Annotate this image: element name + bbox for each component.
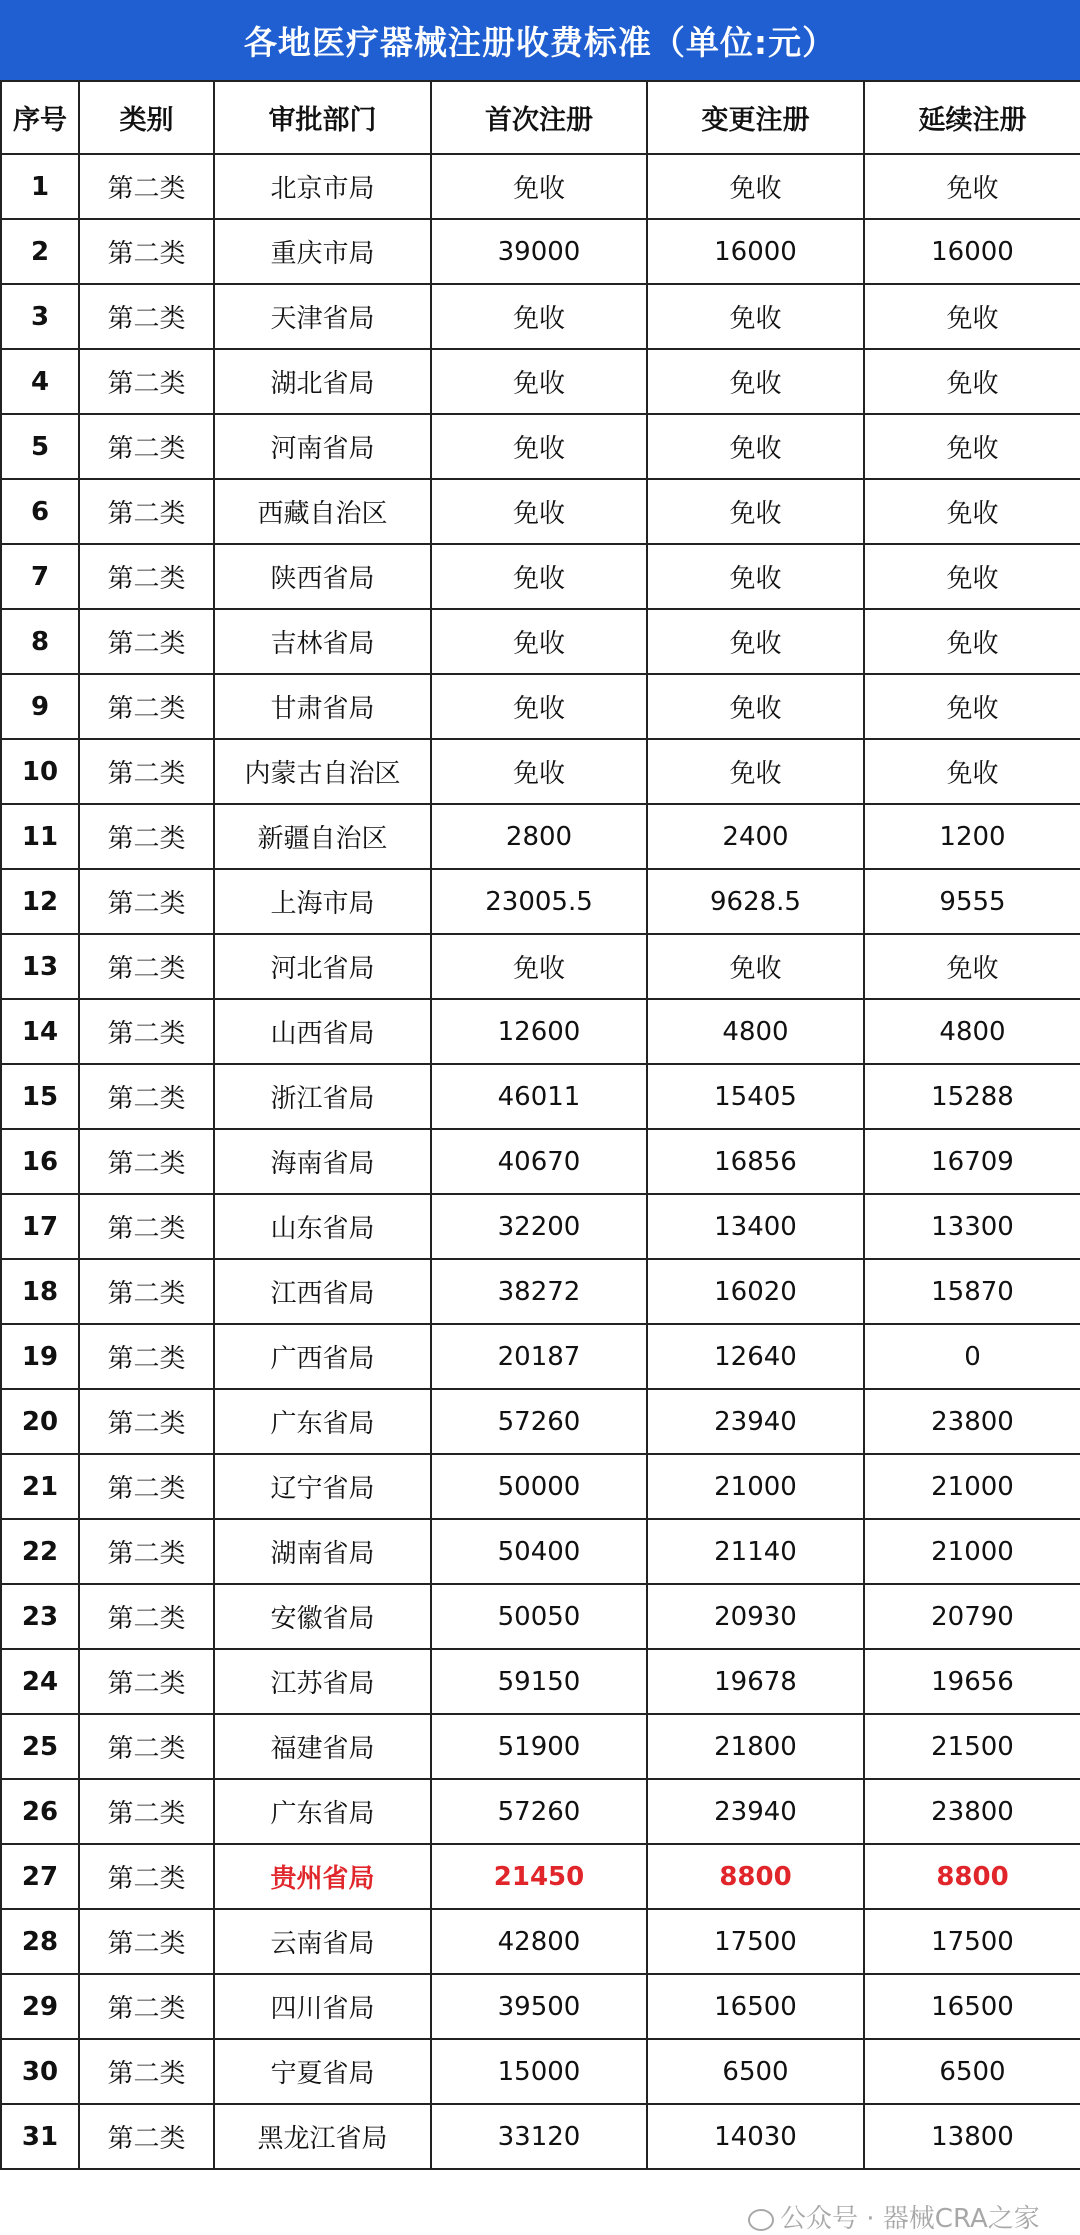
cell-seq: 4 xyxy=(1,349,79,414)
cell-renew-fee: 21000 xyxy=(864,1519,1080,1584)
cell-seq: 3 xyxy=(1,284,79,349)
cell-dept: 四川省局 xyxy=(214,1974,431,2039)
table-header-row xyxy=(1,81,1080,154)
cell-renew-fee: 16709 xyxy=(864,1129,1080,1194)
cell-seq: 22 xyxy=(1,1519,79,1584)
cell-change-fee: 免收 xyxy=(647,479,864,544)
cell-first-fee: 20187 xyxy=(431,1324,647,1389)
cell-first-fee: 42800 xyxy=(431,1909,647,1974)
cell-first-fee: 46011 xyxy=(431,1064,647,1129)
cell-first-fee: 38272 xyxy=(431,1259,647,1324)
cell-first-fee: 39000 xyxy=(431,219,647,284)
cell-change-fee: 21800 xyxy=(647,1714,864,1779)
cell-category: 第二类 xyxy=(79,739,214,804)
cell-first-fee: 免收 xyxy=(431,154,647,219)
cell-renew-fee: 21000 xyxy=(864,1454,1080,1519)
table-row xyxy=(1,1519,1080,1584)
cell-seq: 7 xyxy=(1,544,79,609)
cell-first-fee: 50000 xyxy=(431,1454,647,1519)
table-row xyxy=(1,609,1080,674)
table-row xyxy=(1,1584,1080,1649)
header-seq: 序号 xyxy=(1,81,79,154)
cell-change-fee: 23940 xyxy=(647,1389,864,1454)
cell-first-fee: 免收 xyxy=(431,479,647,544)
cell-renew-fee: 23800 xyxy=(864,1779,1080,1844)
cell-renew-fee: 20790 xyxy=(864,1584,1080,1649)
cell-change-fee: 23940 xyxy=(647,1779,864,1844)
cell-category: 第二类 xyxy=(79,284,214,349)
cell-renew-fee: 免收 xyxy=(864,414,1080,479)
cell-seq: 21 xyxy=(1,1454,79,1519)
cell-seq: 19 xyxy=(1,1324,79,1389)
cell-first-fee: 57260 xyxy=(431,1779,647,1844)
cell-renew-fee: 13800 xyxy=(864,2104,1080,2169)
cell-dept: 河南省局 xyxy=(214,414,431,479)
cell-renew-fee: 免收 xyxy=(864,349,1080,414)
table-row xyxy=(1,1844,1080,1909)
cell-category: 第二类 xyxy=(79,869,214,934)
cell-renew-fee: 免收 xyxy=(864,154,1080,219)
cell-category: 第二类 xyxy=(79,1194,214,1259)
cell-category: 第二类 xyxy=(79,1519,214,1584)
cell-category: 第二类 xyxy=(79,934,214,999)
cell-seq: 15 xyxy=(1,1064,79,1129)
table-row xyxy=(1,1779,1080,1844)
cell-first-fee: 50400 xyxy=(431,1519,647,1584)
cell-dept: 天津省局 xyxy=(214,284,431,349)
table-row xyxy=(1,999,1080,1064)
cell-change-fee: 16000 xyxy=(647,219,864,284)
cell-dept: 云南省局 xyxy=(214,1909,431,1974)
cell-dept: 山西省局 xyxy=(214,999,431,1064)
cell-category: 第二类 xyxy=(79,1909,214,1974)
cell-first-fee: 免收 xyxy=(431,349,647,414)
cell-dept: 湖南省局 xyxy=(214,1519,431,1584)
table-row xyxy=(1,934,1080,999)
table-row xyxy=(1,1259,1080,1324)
cell-change-fee: 免收 xyxy=(647,739,864,804)
cell-first-fee: 39500 xyxy=(431,1974,647,2039)
cell-dept: 广东省局 xyxy=(214,1779,431,1844)
cell-category: 第二类 xyxy=(79,999,214,1064)
cell-change-fee: 15405 xyxy=(647,1064,864,1129)
cell-renew-fee: 免收 xyxy=(864,544,1080,609)
cell-category: 第二类 xyxy=(79,674,214,739)
cell-change-fee: 2400 xyxy=(647,804,864,869)
cell-seq: 24 xyxy=(1,1649,79,1714)
cell-renew-fee: 19656 xyxy=(864,1649,1080,1714)
cell-seq: 5 xyxy=(1,414,79,479)
cell-seq: 31 xyxy=(1,2104,79,2169)
cell-dept: 江苏省局 xyxy=(214,1649,431,1714)
cell-change-fee: 免收 xyxy=(647,414,864,479)
cell-change-fee: 17500 xyxy=(647,1909,864,1974)
cell-dept: 河北省局 xyxy=(214,934,431,999)
table-row xyxy=(1,739,1080,804)
cell-category: 第二类 xyxy=(79,2104,214,2169)
cell-renew-fee: 4800 xyxy=(864,999,1080,1064)
cell-change-fee: 21000 xyxy=(647,1454,864,1519)
cell-renew-fee: 0 xyxy=(864,1324,1080,1389)
table-row xyxy=(1,1909,1080,1974)
cell-dept: 湖北省局 xyxy=(214,349,431,414)
cell-dept: 上海市局 xyxy=(214,869,431,934)
cell-renew-fee: 15288 xyxy=(864,1064,1080,1129)
table-row xyxy=(1,1194,1080,1259)
cell-seq: 29 xyxy=(1,1974,79,2039)
cell-change-fee: 免收 xyxy=(647,934,864,999)
cell-category: 第二类 xyxy=(79,1714,214,1779)
cell-seq: 13 xyxy=(1,934,79,999)
cell-renew-fee: 免收 xyxy=(864,934,1080,999)
cell-change-fee: 20930 xyxy=(647,1584,864,1649)
cell-change-fee: 14030 xyxy=(647,2104,864,2169)
cell-dept: 西藏自治区 xyxy=(214,479,431,544)
cell-seq: 16 xyxy=(1,1129,79,1194)
table-row xyxy=(1,1064,1080,1129)
cell-renew-fee: 8800 xyxy=(864,1844,1080,1909)
cell-renew-fee: 6500 xyxy=(864,2039,1080,2104)
cell-dept: 陕西省局 xyxy=(214,544,431,609)
header-change-registration: 变更注册 xyxy=(647,81,864,154)
cell-renew-fee: 免收 xyxy=(864,739,1080,804)
cell-category: 第二类 xyxy=(79,479,214,544)
cell-change-fee: 19678 xyxy=(647,1649,864,1714)
cell-change-fee: 免收 xyxy=(647,284,864,349)
cell-seq: 14 xyxy=(1,999,79,1064)
cell-category: 第二类 xyxy=(79,804,214,869)
fee-table xyxy=(0,80,1080,2170)
watermark xyxy=(748,2198,1040,2235)
table-row xyxy=(1,804,1080,869)
cell-dept: 甘肃省局 xyxy=(214,674,431,739)
cell-change-fee: 12640 xyxy=(647,1324,864,1389)
cell-dept: 重庆市局 xyxy=(214,219,431,284)
cell-first-fee: 33120 xyxy=(431,2104,647,2169)
cell-dept: 海南省局 xyxy=(214,1129,431,1194)
cell-change-fee: 8800 xyxy=(647,1844,864,1909)
cell-seq: 11 xyxy=(1,804,79,869)
cell-category: 第二类 xyxy=(79,414,214,479)
cell-seq: 1 xyxy=(1,154,79,219)
cell-first-fee: 免收 xyxy=(431,544,647,609)
cell-renew-fee: 15870 xyxy=(864,1259,1080,1324)
cell-seq: 6 xyxy=(1,479,79,544)
table-row xyxy=(1,219,1080,284)
cell-first-fee: 57260 xyxy=(431,1389,647,1454)
cell-renew-fee: 13300 xyxy=(864,1194,1080,1259)
cell-category: 第二类 xyxy=(79,349,214,414)
cell-renew-fee: 免收 xyxy=(864,609,1080,674)
table-row xyxy=(1,349,1080,414)
cell-change-fee: 免收 xyxy=(647,154,864,219)
cell-category: 第二类 xyxy=(79,1844,214,1909)
cell-category: 第二类 xyxy=(79,1064,214,1129)
table-row xyxy=(1,1324,1080,1389)
cell-first-fee: 12600 xyxy=(431,999,647,1064)
table-row xyxy=(1,1454,1080,1519)
cell-dept: 江西省局 xyxy=(214,1259,431,1324)
table-row xyxy=(1,154,1080,219)
header-first-registration: 首次注册 xyxy=(431,81,647,154)
cell-seq: 8 xyxy=(1,609,79,674)
cell-first-fee: 50050 xyxy=(431,1584,647,1649)
cell-seq: 18 xyxy=(1,1259,79,1324)
cell-dept: 山东省局 xyxy=(214,1194,431,1259)
cell-dept: 北京市局 xyxy=(214,154,431,219)
cell-change-fee: 免收 xyxy=(647,544,864,609)
cell-renew-fee: 21500 xyxy=(864,1714,1080,1779)
cell-dept: 黑龙江省局 xyxy=(214,2104,431,2169)
cell-category: 第二类 xyxy=(79,1259,214,1324)
cell-category: 第二类 xyxy=(79,1389,214,1454)
cell-first-fee: 免收 xyxy=(431,934,647,999)
cell-change-fee: 4800 xyxy=(647,999,864,1064)
cell-renew-fee: 9555 xyxy=(864,869,1080,934)
cell-first-fee: 59150 xyxy=(431,1649,647,1714)
cell-seq: 23 xyxy=(1,1584,79,1649)
cell-first-fee: 51900 xyxy=(431,1714,647,1779)
cell-category: 第二类 xyxy=(79,154,214,219)
cell-category: 第二类 xyxy=(79,219,214,284)
table-row xyxy=(1,869,1080,934)
cell-change-fee: 16020 xyxy=(647,1259,864,1324)
cell-dept: 安徽省局 xyxy=(214,1584,431,1649)
table-row xyxy=(1,1974,1080,2039)
cell-change-fee: 21140 xyxy=(647,1519,864,1584)
cell-renew-fee: 免收 xyxy=(864,479,1080,544)
cell-dept: 贵州省局 xyxy=(214,1844,431,1909)
cell-dept: 浙江省局 xyxy=(214,1064,431,1129)
cell-dept: 新疆自治区 xyxy=(214,804,431,869)
cell-first-fee: 15000 xyxy=(431,2039,647,2104)
page-title: 各地医疗器械注册收费标准（单位:元） xyxy=(0,0,1080,80)
cell-renew-fee: 免收 xyxy=(864,674,1080,739)
cell-dept: 广东省局 xyxy=(214,1389,431,1454)
cell-dept: 吉林省局 xyxy=(214,609,431,674)
cell-dept: 广西省局 xyxy=(214,1324,431,1389)
table-row xyxy=(1,2104,1080,2169)
cell-seq: 28 xyxy=(1,1909,79,1974)
header-category: 类别 xyxy=(79,81,214,154)
cell-category: 第二类 xyxy=(79,2039,214,2104)
cell-seq: 9 xyxy=(1,674,79,739)
cell-renew-fee: 16000 xyxy=(864,219,1080,284)
header-renewal-registration: 延续注册 xyxy=(864,81,1080,154)
cell-category: 第二类 xyxy=(79,1129,214,1194)
cell-seq: 12 xyxy=(1,869,79,934)
cell-seq: 17 xyxy=(1,1194,79,1259)
cell-renew-fee: 17500 xyxy=(864,1909,1080,1974)
cell-category: 第二类 xyxy=(79,1454,214,1519)
cell-seq: 2 xyxy=(1,219,79,284)
table-row xyxy=(1,479,1080,544)
cell-first-fee: 免收 xyxy=(431,739,647,804)
cell-first-fee: 32200 xyxy=(431,1194,647,1259)
watermark-text: 公众号 · 器械CRA之家 xyxy=(780,2204,1040,2234)
cell-first-fee: 40670 xyxy=(431,1129,647,1194)
wechat-icon xyxy=(748,2209,774,2231)
cell-category: 第二类 xyxy=(79,1649,214,1714)
cell-first-fee: 免收 xyxy=(431,284,647,349)
table-row xyxy=(1,1649,1080,1714)
cell-category: 第二类 xyxy=(79,544,214,609)
cell-dept: 内蒙古自治区 xyxy=(214,739,431,804)
cell-category: 第二类 xyxy=(79,1779,214,1844)
cell-renew-fee: 免收 xyxy=(864,284,1080,349)
table-row xyxy=(1,1714,1080,1779)
cell-seq: 25 xyxy=(1,1714,79,1779)
table-row xyxy=(1,674,1080,739)
cell-change-fee: 免收 xyxy=(647,609,864,674)
cell-first-fee: 21450 xyxy=(431,1844,647,1909)
cell-first-fee: 2800 xyxy=(431,804,647,869)
cell-category: 第二类 xyxy=(79,1584,214,1649)
table-row xyxy=(1,1129,1080,1194)
cell-seq: 20 xyxy=(1,1389,79,1454)
cell-renew-fee: 1200 xyxy=(864,804,1080,869)
cell-dept: 福建省局 xyxy=(214,1714,431,1779)
cell-change-fee: 免收 xyxy=(647,349,864,414)
cell-dept: 宁夏省局 xyxy=(214,2039,431,2104)
cell-change-fee: 9628.5 xyxy=(647,869,864,934)
cell-change-fee: 免收 xyxy=(647,674,864,739)
cell-change-fee: 6500 xyxy=(647,2039,864,2104)
cell-seq: 27 xyxy=(1,1844,79,1909)
cell-seq: 10 xyxy=(1,739,79,804)
table-row xyxy=(1,284,1080,349)
cell-seq: 30 xyxy=(1,2039,79,2104)
cell-category: 第二类 xyxy=(79,1974,214,2039)
header-dept: 审批部门 xyxy=(214,81,431,154)
cell-change-fee: 13400 xyxy=(647,1194,864,1259)
table-row xyxy=(1,1389,1080,1454)
cell-seq: 26 xyxy=(1,1779,79,1844)
table-body xyxy=(1,154,1080,2169)
cell-category: 第二类 xyxy=(79,1324,214,1389)
cell-dept: 辽宁省局 xyxy=(214,1454,431,1519)
cell-first-fee: 免收 xyxy=(431,674,647,739)
cell-category: 第二类 xyxy=(79,609,214,674)
table-row xyxy=(1,2039,1080,2104)
cell-change-fee: 16500 xyxy=(647,1974,864,2039)
cell-renew-fee: 16500 xyxy=(864,1974,1080,2039)
cell-first-fee: 免收 xyxy=(431,414,647,479)
table-row xyxy=(1,414,1080,479)
table-row xyxy=(1,544,1080,609)
cell-first-fee: 免收 xyxy=(431,609,647,674)
cell-change-fee: 16856 xyxy=(647,1129,864,1194)
cell-renew-fee: 23800 xyxy=(864,1389,1080,1454)
cell-first-fee: 23005.5 xyxy=(431,869,647,934)
